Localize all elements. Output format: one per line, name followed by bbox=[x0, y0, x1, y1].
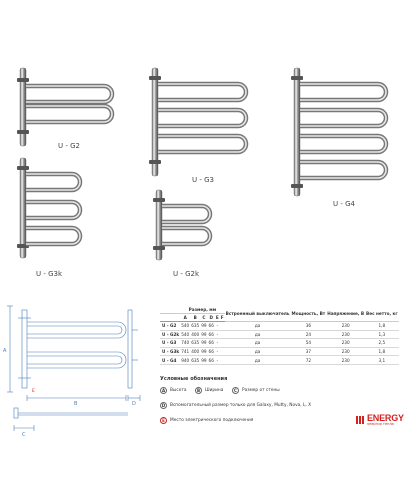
cell-power: 72 bbox=[291, 356, 327, 365]
legend-symbol-a: A bbox=[161, 388, 166, 393]
cell-a: 540 bbox=[181, 331, 190, 337]
cell-switch: да bbox=[225, 356, 291, 365]
dim-c-label: C bbox=[22, 432, 26, 438]
dim-a-label: A bbox=[3, 348, 7, 354]
cell-switch: да bbox=[225, 347, 291, 356]
weight-header: Вес нетто, кг bbox=[365, 306, 399, 322]
model-cell: U - G2k bbox=[162, 331, 180, 337]
size-header: Размер, мм bbox=[180, 306, 224, 314]
model-cell: U - G3 bbox=[160, 339, 180, 348]
table-row bbox=[160, 322, 399, 331]
power-header: Мощность, Вт bbox=[291, 306, 327, 322]
legend-item-a bbox=[160, 387, 186, 394]
cell-weight: 1,8 bbox=[365, 322, 399, 331]
col-f-header: F bbox=[220, 315, 224, 320]
table-row bbox=[160, 339, 399, 348]
legend-item-e bbox=[160, 417, 253, 424]
energy-logo-icon bbox=[356, 415, 365, 425]
brand-name: ENERGY bbox=[367, 413, 404, 423]
energy-logo bbox=[356, 414, 404, 426]
legend-symbol-e: E bbox=[160, 417, 167, 424]
table-row bbox=[160, 347, 399, 356]
table-row bbox=[160, 356, 399, 365]
cell-voltage: 230 bbox=[326, 322, 365, 331]
cell-d: 66 bbox=[208, 323, 214, 329]
cell-d: 66 bbox=[208, 357, 214, 363]
legend-text-c: Размер от стены bbox=[242, 388, 280, 393]
dim-b-label: B bbox=[74, 401, 78, 407]
cell-c: 99 bbox=[201, 340, 207, 346]
brand-subtitle: энергия тепла bbox=[367, 422, 394, 426]
cell-a: 741 bbox=[181, 349, 190, 355]
cell-weight: 1,3 bbox=[365, 330, 399, 339]
col-e-header: E bbox=[215, 315, 219, 320]
model-cell: U - G3k bbox=[162, 349, 180, 355]
cell-e: - bbox=[216, 357, 219, 363]
cell-power: 54 bbox=[291, 339, 327, 348]
cell-e: - bbox=[216, 340, 219, 346]
legend-symbol-c: C bbox=[232, 387, 239, 394]
col-a-header: A bbox=[180, 314, 190, 322]
spec-table bbox=[160, 306, 399, 365]
cell-c: 99 bbox=[201, 323, 207, 329]
cell-e: - bbox=[216, 349, 219, 355]
cell-power: 24 bbox=[291, 330, 327, 339]
cell-power: 37 bbox=[291, 347, 327, 356]
cell-switch: да bbox=[225, 330, 291, 339]
col-b-header: B bbox=[190, 314, 200, 322]
legend-text-d: Вспомогательный размер только для Galaxy, Mutty, Nova, L, X bbox=[170, 403, 312, 408]
dim-d-label: D bbox=[132, 401, 136, 407]
model-cell: U - G2 bbox=[160, 322, 180, 331]
product-label-u-g2: U - G2 bbox=[58, 142, 80, 150]
cell-b: 635 bbox=[191, 357, 200, 363]
cell-voltage: 230 bbox=[326, 330, 365, 339]
legend-item-d bbox=[160, 402, 311, 409]
switch-header: Встроенный выключатель bbox=[225, 306, 291, 322]
cell-b: 400 bbox=[191, 349, 200, 355]
cell-power: 36 bbox=[291, 322, 327, 331]
voltage-header: Напряжение, В bbox=[326, 306, 365, 322]
product-label-u-g2k: U - G2k bbox=[173, 270, 200, 278]
cell-c: 99 bbox=[201, 349, 207, 355]
product-label-u-g3k: U - G3k bbox=[36, 270, 63, 278]
legend-text-b: Ширина bbox=[205, 388, 224, 393]
product-label-u-g3: U - G3 bbox=[192, 176, 214, 184]
cell-d: 66 bbox=[208, 349, 214, 355]
legend-item-b bbox=[195, 387, 223, 394]
cell-c: 99 bbox=[201, 331, 207, 337]
legend-item-c bbox=[232, 387, 280, 394]
cell-voltage: 230 bbox=[326, 356, 365, 365]
legend-text-e: Место электрического подключения bbox=[170, 418, 254, 423]
col-d-header: D bbox=[209, 315, 213, 320]
cell-weight: 1,8 bbox=[365, 347, 399, 356]
legend-symbol-d: D bbox=[161, 403, 166, 408]
cell-b: 635 bbox=[191, 323, 200, 329]
dim-e-label: E bbox=[32, 389, 35, 394]
cell-a: 740 bbox=[181, 340, 190, 346]
cell-c: 99 bbox=[201, 357, 207, 363]
table-row bbox=[160, 330, 399, 339]
cell-e: - bbox=[216, 331, 219, 337]
legend-symbol-b: B bbox=[196, 388, 201, 393]
cell-b: 400 bbox=[191, 331, 200, 337]
cell-b: 635 bbox=[191, 340, 200, 346]
model-cell: U - G4 bbox=[160, 356, 180, 365]
cell-voltage: 230 bbox=[326, 339, 365, 348]
cell-a: 540 bbox=[181, 323, 190, 329]
cell-voltage: 230 bbox=[326, 347, 365, 356]
cell-e: - bbox=[216, 323, 219, 329]
legend-title: Условные обозначения bbox=[160, 376, 228, 382]
cell-switch: да bbox=[225, 322, 291, 331]
cell-switch: да bbox=[225, 339, 291, 348]
cell-weight: 2,5 bbox=[365, 339, 399, 348]
cell-d: 66 bbox=[208, 340, 214, 346]
cell-a: 940 bbox=[181, 357, 190, 363]
col-c-header: C bbox=[200, 314, 207, 322]
product-label-u-g4: U - G4 bbox=[333, 200, 355, 208]
cell-d: 66 bbox=[208, 331, 214, 337]
cell-weight: 3,1 bbox=[365, 356, 399, 365]
legend-text-a: Высота bbox=[170, 388, 187, 393]
